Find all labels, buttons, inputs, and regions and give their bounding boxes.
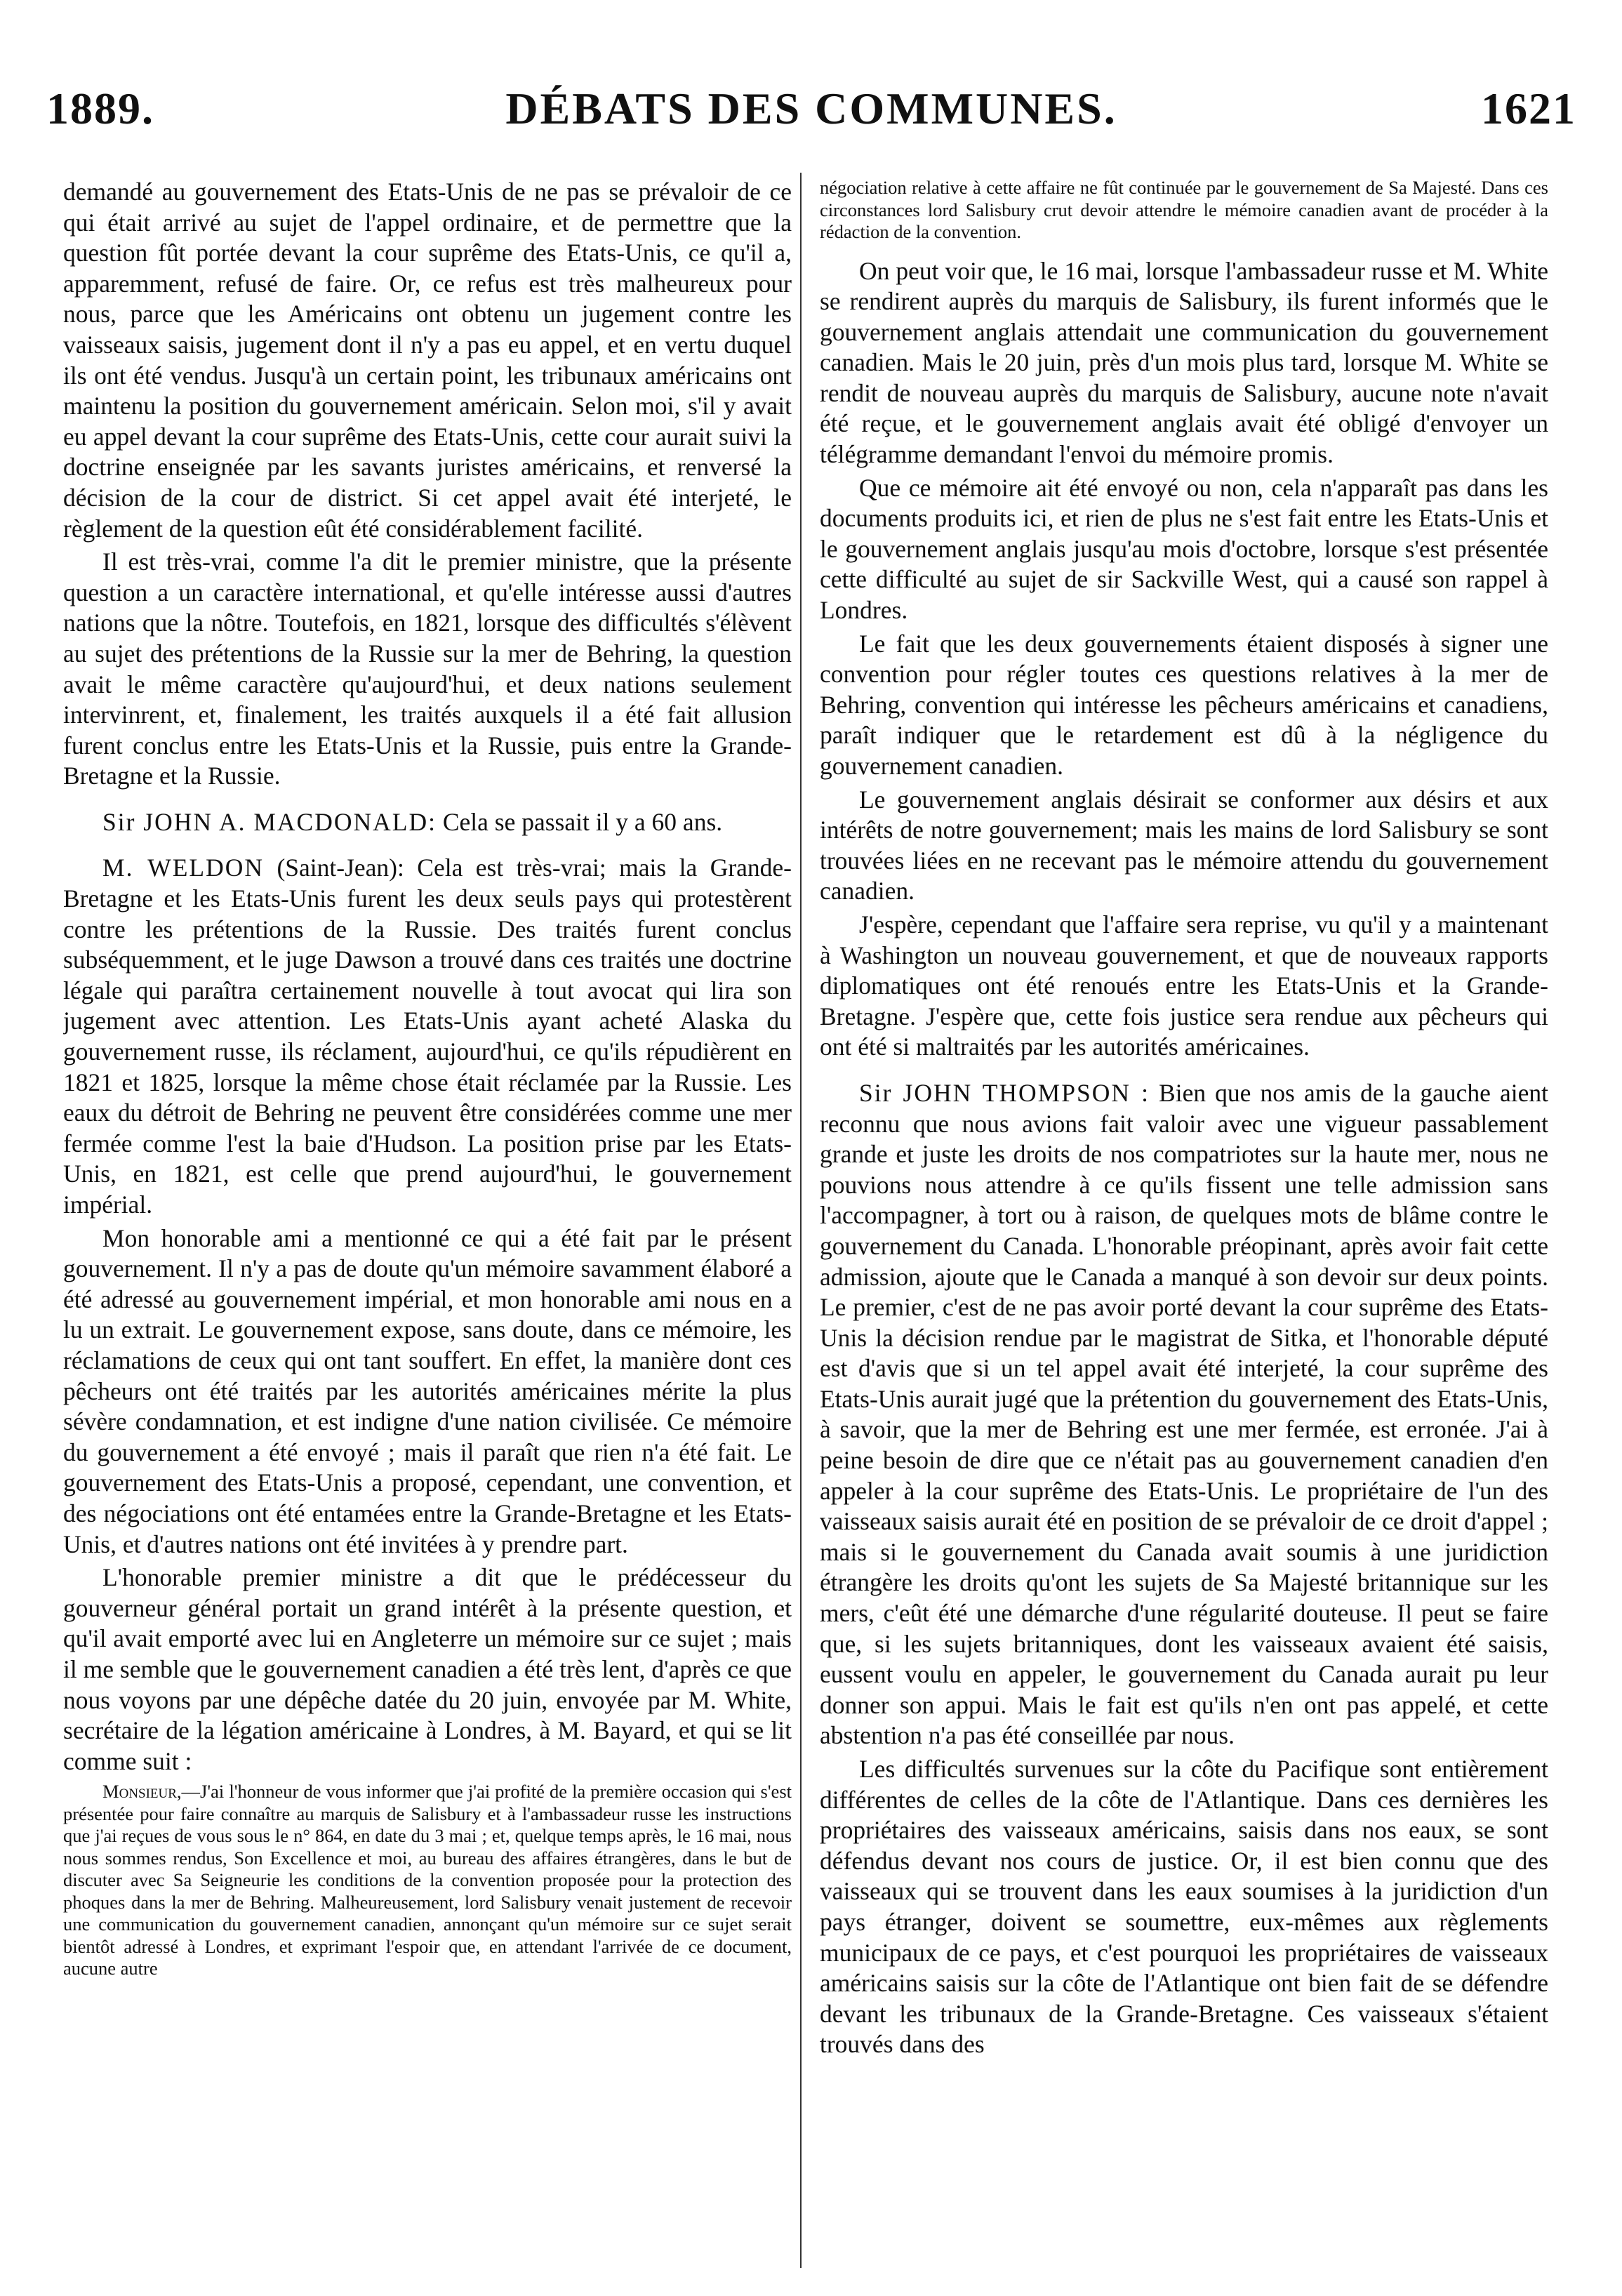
- paragraph: Le fait que les deux gouvernements étaient disposés à signer une convention pour régler toutes ces questions relatives à la mer de Behring, convention qui intéresse les pêcheurs américains et canadiens, paraît indiquer que le retardement est dû à la négligence du gouvernement canadien.: [820, 629, 1548, 780]
- speech-weldon: [63, 853, 792, 1220]
- speaker-name: M. WELDON: [102, 854, 265, 882]
- left-column: [63, 177, 792, 2265]
- quoted-letter-continuation: négociation relative à cette affaire ne fût continuée par le gouvernement de Sa Majesté. Dans ces circonstances lord Salisbury crut devoir attendre le mémoire canadien avant de procéder à la rédaction de la convention.: [820, 177, 1548, 242]
- paragraph: Il est très-vrai, comme l'a dit le premier ministre, que la présente question a un caractère international, et qu'elle intéresse aussi d'autres nations que la nôtre. Toutefois, en 1821, lorsque des difficultés s'élèvent au sujet des prétentions de la Russie sur la mer de Behring, la question avait le même caractère qu'aujourd'hui, et deux nations seulement intervinrent, et, finalement, les traités auxquels il a été fait allusion furent conclus entre les Etats-Unis et la Russie, puis entre la Grande-Bretagne et la Russie.: [63, 548, 792, 790]
- speech-text: Cela est très-vrai; mais la Grande-Bretagne et les Etats-Unis furent les deux seuls pays qui protestèrent contre les prétentions de la Russie. Des traités furent conclus subséquemment, et le juge Dawson a trouvé dans ces traités une doctrine légale qui paraîtra certainement nouvelle à tout avocat qui lira son jugement avec attention. Les Etats-Unis ayant acheté Alaska du gouvernement russe, ils réclament, aujourd'hui, ce qu'ils répudièrent en 1821 et 1825, lorsque la même chose était réclamée par la Russie. Les eaux du détroit de Behring ne peuvent être considérées comme une mer fermée comme l'est la baie d'Hudson. La position prise par les Etats-Unis, en 1821, est celle que prend aujourd'hui, le gouvernement impérial.: [63, 854, 792, 1219]
- column-divider: [800, 173, 802, 2268]
- paragraph: L'honorable premier ministre a dit que le prédécesseur du gouverneur général portait un grand intérêt à la présente question, et qu'il avait emporté avec lui en Angleterre un mémoire sur ce sujet ; mais il me semble que le gouvernement canadien a été très lent, d'après ce que nous voyons par une dépêche datée du 20 juin, envoyée par M. White, secrétaire de la légation américaine à Londres, à M. Bayard, et qui se lit comme suit :: [63, 1563, 792, 1775]
- header-page-number: 1621: [1481, 84, 1576, 133]
- speaker-name: Sir JOHN THOMPSON :: [859, 1078, 1150, 1107]
- paragraph: demandé au gouvernement des Etats-Unis de ne pas se prévaloir de ce qui était arrivé au sujet de l'appel ordinaire, et de permettre que la question fût portée devant la cour suprême des Etats-Unis, ce qu'il a, apparemment, refusé de faire. Or, ce refus est très malheureux pour nous, parce que les Américains ont obtenu un jugement contre les vaisseaux saisis, jugement dont il n'y a pas eu appel, et en vertu duquel ils ont été vendus. Jusqu'à un certain point, les tribunaux américains ont maintenu la position du gouvernement américain. Selon moi, s'il y avait eu appel devant la cour suprême des Etats-Unis, cette cour aurait suivi la doctrine enseignée par les savants juristes américains, et renversé la décision de la cour de district. Si cet appel avait été interjeté, le règlement de la question eût été considérablement facilité.: [63, 178, 792, 543]
- letter-text: —J'ai l'honneur de vous informer que j'ai profité de la première occasion qui s'est présentée pour faire connaître au marquis de Salisbury et à l'ambassadeur russe les instructions que j'ai reçues de vous sous le n° 864, en date du 3 mai ; et, quelque temps après, le 16 mai, nous nous sommes rendus, Son Excellence et moi, au bureau des affaires étrangères, dans le but de discuter avec Sa Seigneurie les conditions de la convention proposée pour la protection des phoques dans la mer de Behring. Malheureusement, lord Salisbury venait justement de recevoir une communication du gouvernement canadien, annonçant qu'un mémoire sur ce sujet serait bientôt adressé à Londres, et exprimant l'espoir que, en attendant l'arrivée de ce document, aucune autre: [63, 1781, 792, 1979]
- paragraph: Mon honorable ami a mentionné ce qui a été fait par le présent gouvernement. Il n'y a pas de doute qu'un mémoire savamment élaboré a été adressé au gouvernement impérial, et mon honorable ami nous en a lu un extrait. Le gouvernement expose, sans doute, dans ce mémoire, les réclamations de ceux qui ont tant souffert. En effet, la manière dont ces pêcheurs ont été traités par les autorités américaines mérite la plus sévère condamnation, et est indigne d'une nation civilisée. Ce mémoire du gouvernement a été envoyé ; mais il paraît que rien n'a été fait. Le gouvernement des Etats-Unis a proposé, cependant, une convention, et des négociations ont été entamées entre la Grande-Bretagne et les Etats-Unis, et d'autres nations ont été invitées à y prendre part.: [63, 1223, 792, 1558]
- speech-text: Cela se passait il y a 60 ans.: [436, 807, 723, 836]
- quoted-letter: [63, 1781, 792, 1980]
- speech-text: Bien que nos amis de la gauche aient reconnu que nous avions fait valoir avec une vigueur passablement grande et juste les droits de nos compatriotes sur la haute mer, nous ne pouvions nous attendre à ce qu'ils fissent une telle admission sans l'accompagner, à tort ou à raison, de quelques mots de blâme contre le gouvernement du Canada. L'honorable préopinant, après avoir fait cette admission, ajoute que le Canada a manqué à son devoir sur deux points. Le premier, c'est de ne pas avoir porté devant la cour suprême des Etats-Unis la décision rendue par le magistrat de Sitka, et l'honorable député est d'avis que si un tel appel avait été interjeté, la cour suprême des Etats-Unis aurait jugé que la prétention du gouvernement des Etats-Unis, à savoir, que la mer de Behring est une mer fermée, est erronée. J'ai à peine besoin de dire que ce n'était pas au gouvernement canadien d'en appeler à la cour suprême des Etats-Unis. Le propriétaire de l'un des vaisseaux saisis aurait été en position de se prévaloir de ce droit d'appel ; mais si le gouvernement du Canada avait soumis à une juridiction étrangère les droits qu'ont les sujets de Sa Majesté britannique sur les mers, c'eût été une démarche d'une régularité douteuse. Il peut se faire que, si les sujets britanniques, dont les vaisseaux avaient été saisis, eussent voulu en appeler, le gouvernement du Canada aurait pu leur donner son appui. Mais le fait est qu'ils n'en ont pas appelé, et cette abstention n'a pas été conseillée par nous.: [820, 1078, 1548, 1750]
- paragraph: Les difficultés survenues sur la côte du Pacifique sont entièrement différentes de celles de la côte de l'Atlantique. Dans ces dernières les propriétaires des vaisseaux américains, saisis dans nos eaux, se sont défendus devant nos cours de justice. Or, il est bien connu que des vaisseaux qui se trouvent dans les eaux soumises à la juridiction d'un pays étranger, doivent se soumettre, eux-mêmes aux règlements municipaux de ce pays, et c'est pourquoi les propriétaires de vaisseaux américains saisis sur la côte de l'Atlantique ont bien fait de se défendre devant les tribunaux de la Grande-Bretagne. Ces vaisseaux s'étaient trouvés dans des: [820, 1755, 1548, 2059]
- speaker-name: Sir JOHN A. MACDONALD:: [102, 807, 437, 836]
- header-title: DÉBATS DES COMMUNES.: [505, 84, 1117, 133]
- paragraph: Que ce mémoire ait été envoyé ou non, cela n'apparaît pas dans les documents produits ici, et rien de plus ne s'est fait entre les Etats-Unis et le gouvernement anglais jusqu'au mois d'octobre, lorsque s'est présentée cette difficulté au sujet de sir Sackville West, qui a causé son rappel à Londres.: [820, 473, 1548, 625]
- paragraph: J'espère, cependant que l'affaire sera reprise, vu qu'il y a maintenant à Washington un nouveau gouvernement, et que de nouveaux rapports diplomatiques ont été renoués entre les Etats-Unis et la Grande-Bretagne. J'espère que, cette fois justice sera rendue aux pêcheurs qui ont été si maltraités par les autorités américaines.: [820, 910, 1548, 1061]
- header-year: 1889.: [46, 84, 154, 133]
- paragraph: On peut voir que, le 16 mai, lorsque l'ambassadeur russe et M. White se rendirent auprès du marquis de Salisbury, ils furent informés que le gouvernement anglais attendait une communication du gouvernement canadien. Mais le 20 juin, près d'un mois plus tard, lorsque M. White se rendit de nouveau auprès du marquis de Salisbury, aucune note n'avait été reçue, et le gouvernement anglais avait été obligé d'envoyer un télégramme demandant l'envoi du mémoire promis.: [820, 256, 1548, 469]
- speech-macdonald: [63, 807, 792, 838]
- page-header: [46, 83, 1576, 139]
- right-column: [820, 177, 1548, 2265]
- paragraph: Le gouvernement anglais désirait se conformer aux désirs et aux intérêts de notre gouvernement; mais les mains de lord Salisbury se sont trouvées liées en ne recevant pas le mémoire attendu du gouvernement canadien.: [820, 785, 1548, 905]
- speech-thompson: [820, 1078, 1548, 1751]
- speaker-riding: (Saint-Jean):: [264, 854, 418, 882]
- letter-salutation: Monsieur,: [102, 1781, 182, 1803]
